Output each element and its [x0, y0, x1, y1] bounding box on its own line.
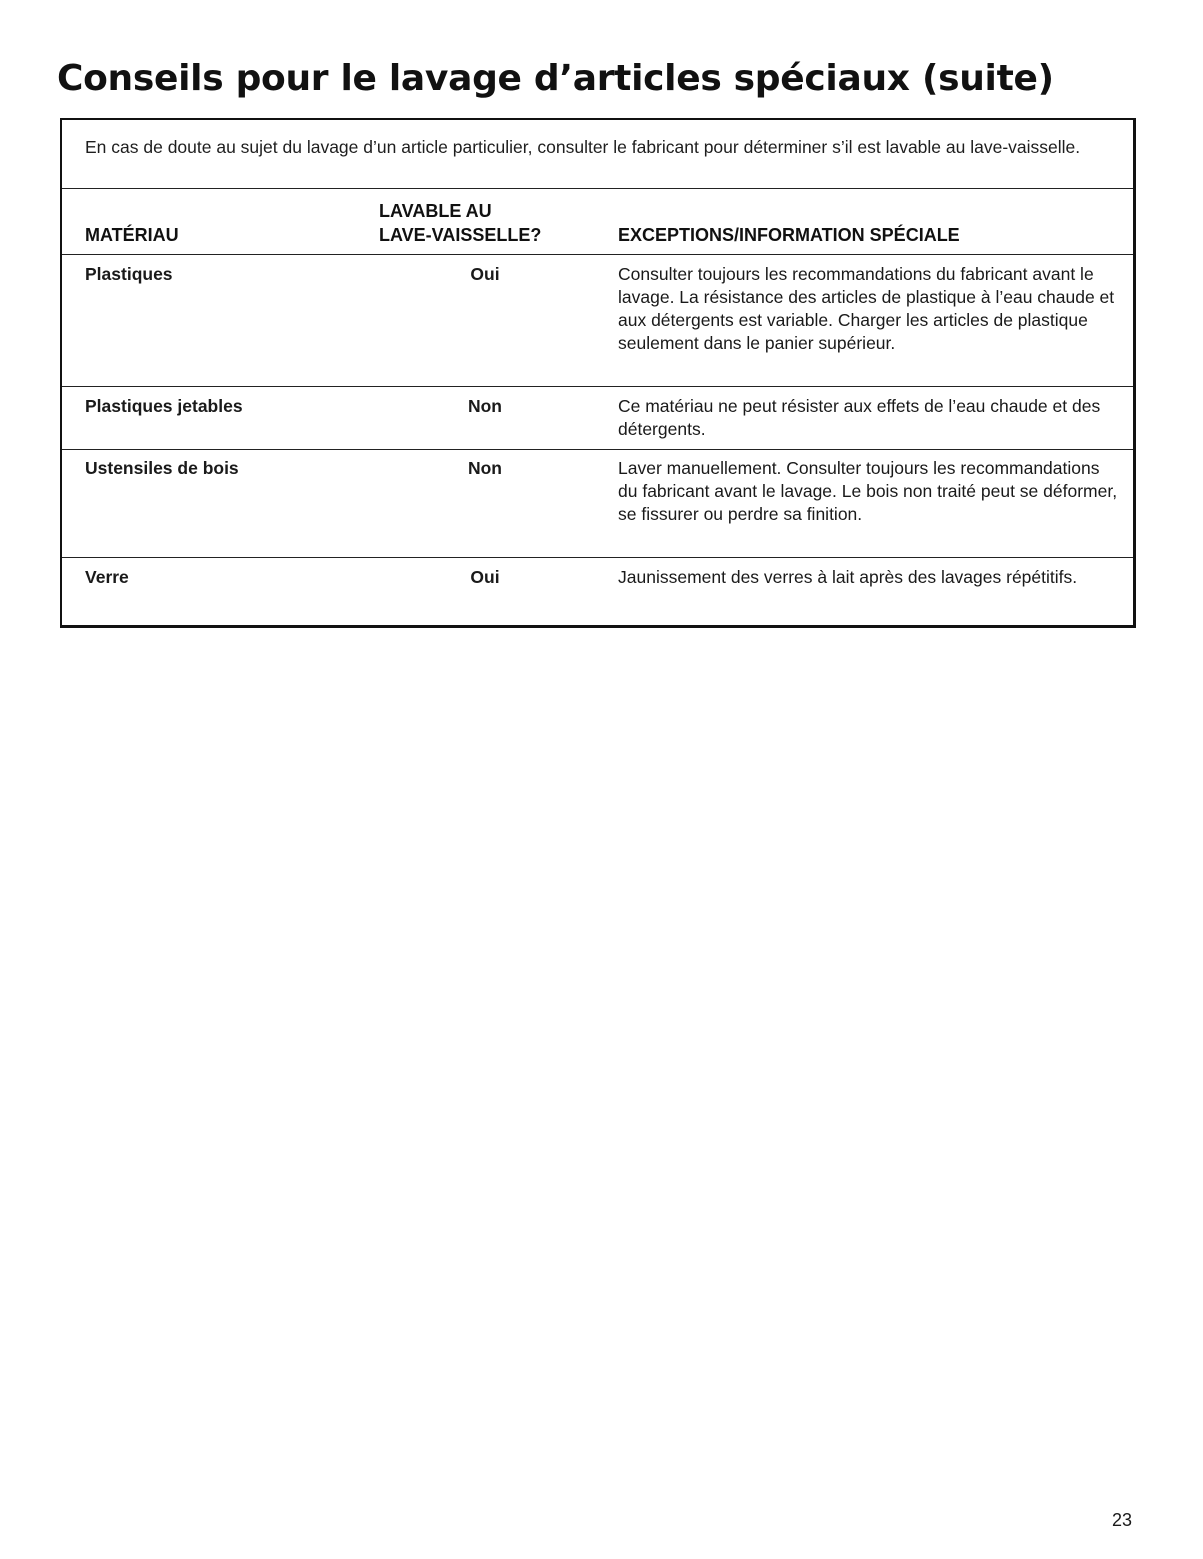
header-exceptions: EXCEPTIONS/INFORMATION SPÉCIALE — [618, 225, 960, 245]
table-intro-text: En cas de doute au sujet du lavage d’un article particulier, consulter le fabricant pour déterminer s’il est lavable au lave-vaisselle. — [85, 137, 1081, 157]
row-info: Jaunissement des verres à lait après des lavages répétitifs. — [618, 567, 1078, 587]
header-washable-line2: LAVE-VAISSELLE? — [379, 225, 542, 245]
row-material: Plastiques — [85, 264, 173, 284]
row-info: Ce matériau ne peut résister aux effets de l’eau chaude et des détergents. — [618, 396, 1101, 439]
row-info: Laver manuellement. Consulter toujours les recommandations du fabricant avant le lavage. Le bois non traité peut se déformer, se fissurer ou perdre sa finition. — [618, 458, 1118, 524]
page-title: Conseils pour le lavage d’articles spéciaux (suite) — [57, 58, 1054, 99]
row-washable: Oui — [470, 264, 500, 284]
row-washable: Non — [467, 458, 503, 478]
row-washable: Oui — [470, 567, 500, 587]
row-material: Plastiques jetables — [85, 396, 243, 416]
row-divider — [62, 449, 1133, 450]
washing-tips-table — [60, 118, 1136, 628]
row-info: Consulter toujours les recommandations du fabricant avant le lavage. La résistance des articles de plastique à l’eau chaude et aux détergents est variable. Charger les articles de plastique seulement dans le panier supérieur. — [618, 264, 1115, 353]
row-washable: Non — [467, 396, 503, 416]
row-divider — [62, 557, 1133, 558]
header-washable-line1: LAVABLE AU — [379, 201, 492, 221]
intro-divider — [62, 188, 1133, 189]
header-material: MATÉRIAU — [85, 225, 179, 245]
page-number: 23 — [1112, 1510, 1133, 1530]
row-divider — [62, 386, 1133, 387]
header-divider — [62, 254, 1133, 255]
row-material: Verre — [85, 567, 129, 587]
row-material: Ustensiles de bois — [85, 458, 239, 478]
